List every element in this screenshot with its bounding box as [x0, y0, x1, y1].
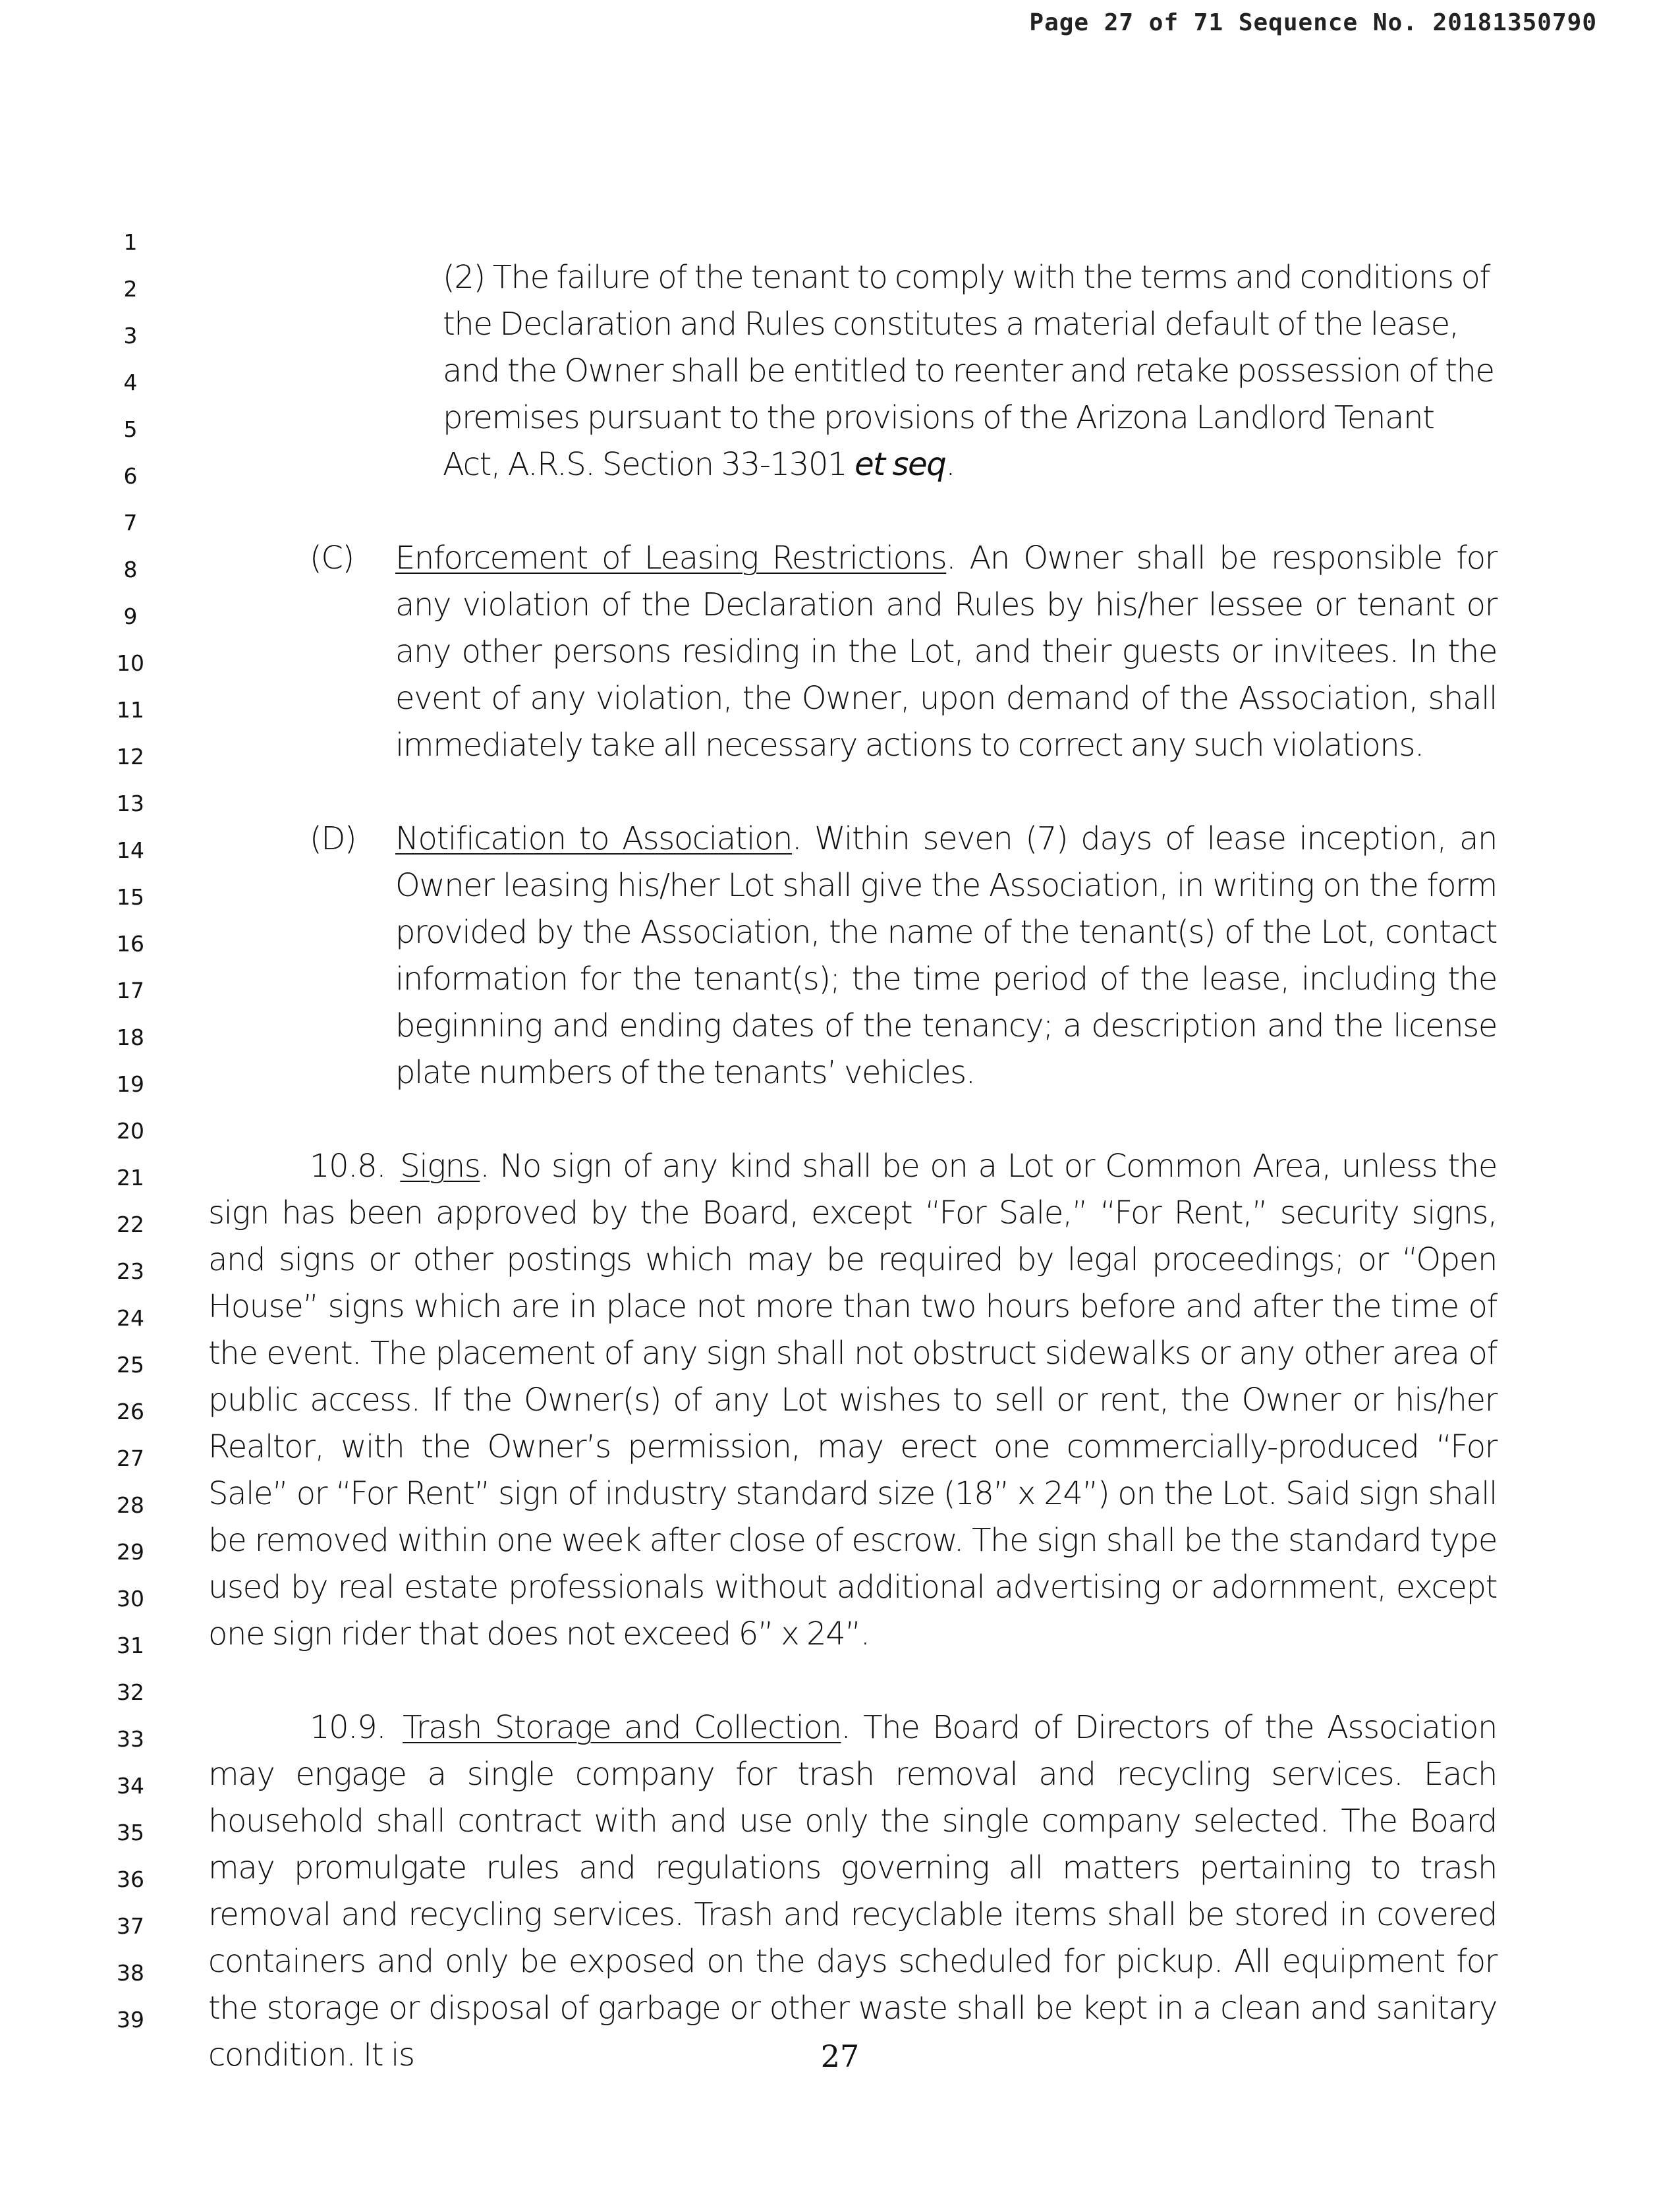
line-number-column	[116, 219, 145, 2043]
line-number: 6	[123, 463, 138, 489]
section-c-text: . An Owner shall be responsible for any violation of the Declaration and Rules by his/her lessee or tenant or any other persons residing in the Lot, and their guests or invitees. In the event of any violation, the Owner, upon demand of the Association, shall immediately take all necessary actions to correct any such violations.	[395, 540, 1497, 764]
line-number: 19	[117, 1071, 144, 1097]
line-number: 22	[117, 1212, 144, 1237]
section-d-heading: Notification to Association	[395, 820, 793, 857]
line-number: 28	[117, 1492, 144, 1518]
line-number: 32	[117, 1679, 144, 1705]
line-number: 16	[117, 931, 144, 957]
line-number: 1	[123, 229, 138, 255]
document-body	[208, 254, 1497, 2079]
paragraph-2	[443, 254, 1497, 488]
line-number: 37	[117, 1913, 144, 1939]
line-number: 17	[117, 978, 144, 1003]
line-number: 11	[117, 697, 144, 723]
line-number: 10	[117, 650, 144, 676]
section-d-label: (D)	[310, 820, 356, 857]
line-number: 33	[117, 1726, 144, 1752]
page-number: 27	[820, 2038, 860, 2074]
section-d-text: . Within seven (7) days of lease inception, an Owner leasing his/her Lot shall give the Association, in writing on the form provided by the Association, the name of the tenant(s) of the Lot, contact information for the tenant(s); the time period of the lease, including the beginning and ending dates of the tenancy; a description and the license plate numbers of the tenants’ vehicles.	[395, 820, 1498, 1091]
line-number: 34	[117, 1773, 144, 1799]
line-number: 24	[117, 1305, 144, 1331]
line-number: 20	[117, 1118, 144, 1144]
section-10-9-number: 10.9.	[310, 1709, 386, 1746]
line-number: 9	[123, 604, 138, 629]
line-number: 13	[117, 791, 144, 816]
line-number: 29	[117, 1539, 144, 1565]
section-10-9	[208, 1704, 1497, 2079]
section-10-8-heading: Signs	[400, 1148, 480, 1185]
section-10-8-text: . No sign of any kind shall be on a Lot or Common Area, unless the sign has been approved by the Board, except “For Sale,” “For Rent,” security signs, and signs or other postings which may be required by legal proceedings; or “Open House” signs which are in place not more than two hours before and after the time of the event. The placement of any sign shall not obstruct sidewalks or any other area of public access. If the Owner(s) of any Lot wishes to sell or rent, the Owner or his/her Realtor, with the Owner’s permission, may erect one commercially-produced “For Sale” or “For Rent” sign of industry standard size (18” x 24”) on the Lot. Said sign shall be removed within one week after close of escrow. The sign shall be the standard type used by real estate professionals without additional advertising or adornment, except one sign rider that does not exceed 6” x 24”.	[208, 1148, 1498, 1652]
line-number: 36	[117, 1867, 144, 1892]
section-c-label: (C)	[310, 540, 354, 576]
line-number: 23	[117, 1258, 144, 1284]
line-number: 35	[117, 1820, 144, 1845]
section-10-8	[208, 1143, 1497, 1658]
line-number: 14	[117, 837, 144, 863]
paragraph-2-text: The failure of the tenant to comply with the terms and conditions of the Declaration and Rules constitutes a material default of the lease, and the Owner shall be entitled to reenter and retake possession of the premises pursuant to the provisions of the Arizona Landlord Tenant Act, A.R.S. Section 33-1301	[443, 259, 1494, 483]
line-number: 18	[117, 1025, 144, 1050]
section-c-heading: Enforcement of Leasing Restrictions	[395, 540, 947, 576]
line-number: 30	[117, 1586, 144, 1612]
paragraph-2-end: .	[945, 446, 955, 483]
line-number: 21	[117, 1165, 144, 1191]
line-number: 27	[117, 1446, 144, 1471]
paragraph-2-label: (2)	[443, 259, 485, 296]
line-number: 3	[123, 323, 138, 349]
line-number: 25	[117, 1352, 144, 1378]
section-10-9-heading: Trash Storage and Collection	[403, 1709, 841, 1746]
section-d	[310, 816, 1498, 1096]
line-number: 12	[117, 744, 144, 770]
line-number: 31	[117, 1633, 144, 1658]
line-number: 4	[123, 370, 138, 395]
line-number: 15	[117, 884, 144, 910]
line-number: 7	[123, 510, 138, 536]
section-c	[310, 535, 1497, 769]
section-10-9-text: . The Board of Directors of the Association may engage a single company for trash removal and recycling services. Each household shall contract with and use only the single company selected. The Board may promulgate rules and regulations governing all matters pertaining to trash removal and recycling services. Trash and recyclable items shall be stored in covered containers and only be exposed on the days scheduled for pickup. All equipment for the storage or disposal of garbage or other waste shall be kept in a clean and sanitary condition. It is	[208, 1709, 1497, 2073]
line-number: 38	[117, 1960, 144, 1986]
line-number: 5	[123, 416, 138, 442]
line-number: 8	[123, 557, 138, 582]
paragraph-2-italic: et seq	[854, 446, 946, 483]
line-number: 26	[117, 1399, 144, 1424]
page-header: Page 27 of 71 Sequence No. 20181350790	[1029, 9, 1597, 36]
section-10-8-number: 10.8.	[310, 1148, 386, 1185]
line-number: 39	[117, 2007, 144, 2033]
line-number: 2	[123, 276, 138, 302]
